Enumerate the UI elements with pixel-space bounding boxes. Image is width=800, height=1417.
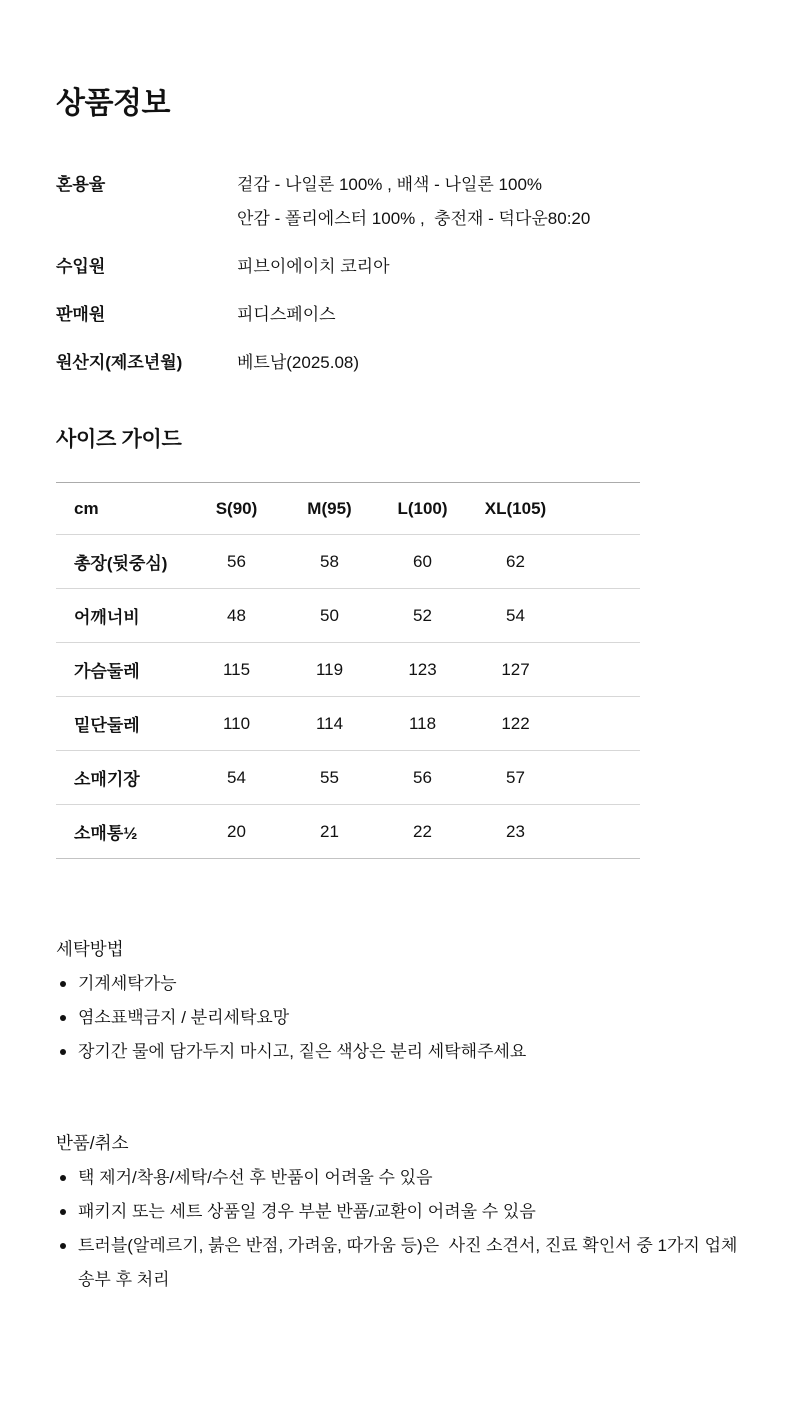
info-value-line: 피브이에이치 코리아 xyxy=(237,257,390,276)
spacer-cell xyxy=(562,535,640,589)
size-guide-value: 56 xyxy=(227,551,246,571)
size-guide-value: 118 xyxy=(408,713,437,733)
spacer-cell xyxy=(562,643,640,697)
size-guide-value: 54 xyxy=(506,605,525,625)
washing-title: 세탁방법 xyxy=(56,939,124,959)
washing-item xyxy=(56,1001,744,1035)
info-value-line: 베트남(2025.08) xyxy=(237,353,360,372)
size-guide-value: 57 xyxy=(506,767,525,787)
bullet-text: 패키지 또는 세트 상품일 경우 부분 반품/교환이 어려울 수 있음 xyxy=(78,1202,536,1221)
size-guide-value: 55 xyxy=(320,767,339,787)
size-guide-row-label: 어깨너비 xyxy=(74,608,140,627)
returns-item xyxy=(56,1195,744,1229)
size-guide-value: 127 xyxy=(501,659,530,679)
info-row-values xyxy=(237,250,390,284)
info-row xyxy=(56,250,744,284)
bullet-text: 택 제거/착용/세탁/수선 후 반품이 어려울 수 있음 xyxy=(78,1168,433,1187)
size-guide-value: 62 xyxy=(506,551,525,571)
size-guide-row-label: 가슴둘레 xyxy=(74,662,140,681)
size-guide-row-label: 총장(뒷중심) xyxy=(74,554,168,573)
washing-list xyxy=(56,967,744,1069)
size-guide-column-header: XL(105) xyxy=(484,498,547,518)
size-guide-unit-header: cm xyxy=(74,498,99,518)
returns-item xyxy=(56,1161,744,1195)
washing-item xyxy=(56,967,744,1001)
size-guide-row xyxy=(56,805,640,859)
spacer-cell xyxy=(562,697,640,751)
info-row xyxy=(56,168,744,236)
bullet-icon xyxy=(60,1243,66,1249)
size-guide-value: 48 xyxy=(227,605,246,625)
bullet-text: 장기간 물에 담가두지 마시고, 짙은 색상은 분리 세탁해주세요 xyxy=(78,1042,527,1061)
size-guide-value: 114 xyxy=(315,713,344,733)
size-guide-title: 사이즈 가이드 xyxy=(56,428,182,451)
product-info-rows xyxy=(56,168,744,380)
size-guide-value: 115 xyxy=(222,659,251,679)
size-guide-section xyxy=(56,426,744,859)
returns-section xyxy=(56,1130,744,1297)
size-guide-row xyxy=(56,751,640,805)
size-guide-value: 58 xyxy=(320,551,339,571)
size-guide-value: 123 xyxy=(408,659,437,679)
info-row xyxy=(56,346,744,380)
size-guide-column-header: S(90) xyxy=(215,498,258,518)
size-guide-row xyxy=(56,643,640,697)
bullet-icon xyxy=(60,1049,66,1055)
info-row-label: 혼용율 xyxy=(56,175,106,194)
size-guide-column-header: M(95) xyxy=(307,498,352,518)
washing-item xyxy=(56,1035,744,1069)
bullet-text: 트러블(알레르기, 붉은 반점, 가려움, 따가움 등)은 사진 소견서, 진료 확인서 중 1가지 업체 송부 후 처리 xyxy=(78,1236,743,1289)
info-row-values xyxy=(237,346,359,380)
page-title: 상품정보 xyxy=(56,87,170,120)
size-guide-row-label: 소매기장 xyxy=(74,770,140,789)
bullet-icon xyxy=(60,1175,66,1181)
bullet-icon xyxy=(60,981,66,987)
info-row-label: 판매원 xyxy=(56,305,106,324)
returns-item xyxy=(56,1229,744,1297)
spacer-cell xyxy=(562,751,640,805)
info-value-line: 안감 - 폴리에스터 100% , 충전재 - 덕다운80:20 xyxy=(237,209,591,228)
info-value-line: 피디스페이스 xyxy=(237,305,336,324)
size-guide-row xyxy=(56,589,640,643)
size-guide-value: 52 xyxy=(413,605,432,625)
size-guide-value: 21 xyxy=(320,821,339,841)
size-guide-value: 22 xyxy=(413,821,432,841)
size-guide-value: 20 xyxy=(227,821,246,841)
size-guide-row-label: 밑단둘레 xyxy=(74,716,140,735)
size-guide-row xyxy=(56,697,640,751)
info-row-values xyxy=(237,168,590,236)
returns-title: 반품/취소 xyxy=(56,1133,129,1153)
size-guide-value: 60 xyxy=(413,551,432,571)
size-guide-value: 110 xyxy=(222,713,251,733)
spacer-cell xyxy=(562,589,640,643)
info-value-line: 겉감 - 나일론 100% , 배색 - 나일론 100% xyxy=(237,175,543,194)
spacer-cell xyxy=(562,483,640,535)
returns-list xyxy=(56,1161,744,1297)
info-row-label: 원산지(제조년월) xyxy=(56,353,183,372)
bullet-icon xyxy=(60,1209,66,1215)
size-guide-value: 54 xyxy=(227,767,246,787)
size-guide-column-header: L(100) xyxy=(397,498,448,518)
info-row-values xyxy=(237,298,336,332)
spacer-cell xyxy=(562,805,640,859)
product-info-section xyxy=(56,168,744,380)
size-guide-header-row xyxy=(56,483,640,535)
bullet-text: 기계세탁가능 xyxy=(78,974,177,993)
size-guide-value: 119 xyxy=(315,659,344,679)
size-guide-value: 122 xyxy=(501,713,530,733)
washing-section xyxy=(56,936,744,1069)
size-guide-value: 23 xyxy=(506,821,525,841)
bullet-icon xyxy=(60,1015,66,1021)
size-guide-table xyxy=(56,482,640,859)
size-guide-body xyxy=(56,535,640,859)
info-row xyxy=(56,298,744,332)
bullet-text: 염소표백금지 / 분리세탁요망 xyxy=(78,1008,290,1027)
size-guide-row-label: 소매통½ xyxy=(74,824,138,843)
size-guide-row xyxy=(56,535,640,589)
size-guide-value: 56 xyxy=(413,767,432,787)
info-row-label: 수입원 xyxy=(56,257,106,276)
size-guide-value: 50 xyxy=(320,605,339,625)
